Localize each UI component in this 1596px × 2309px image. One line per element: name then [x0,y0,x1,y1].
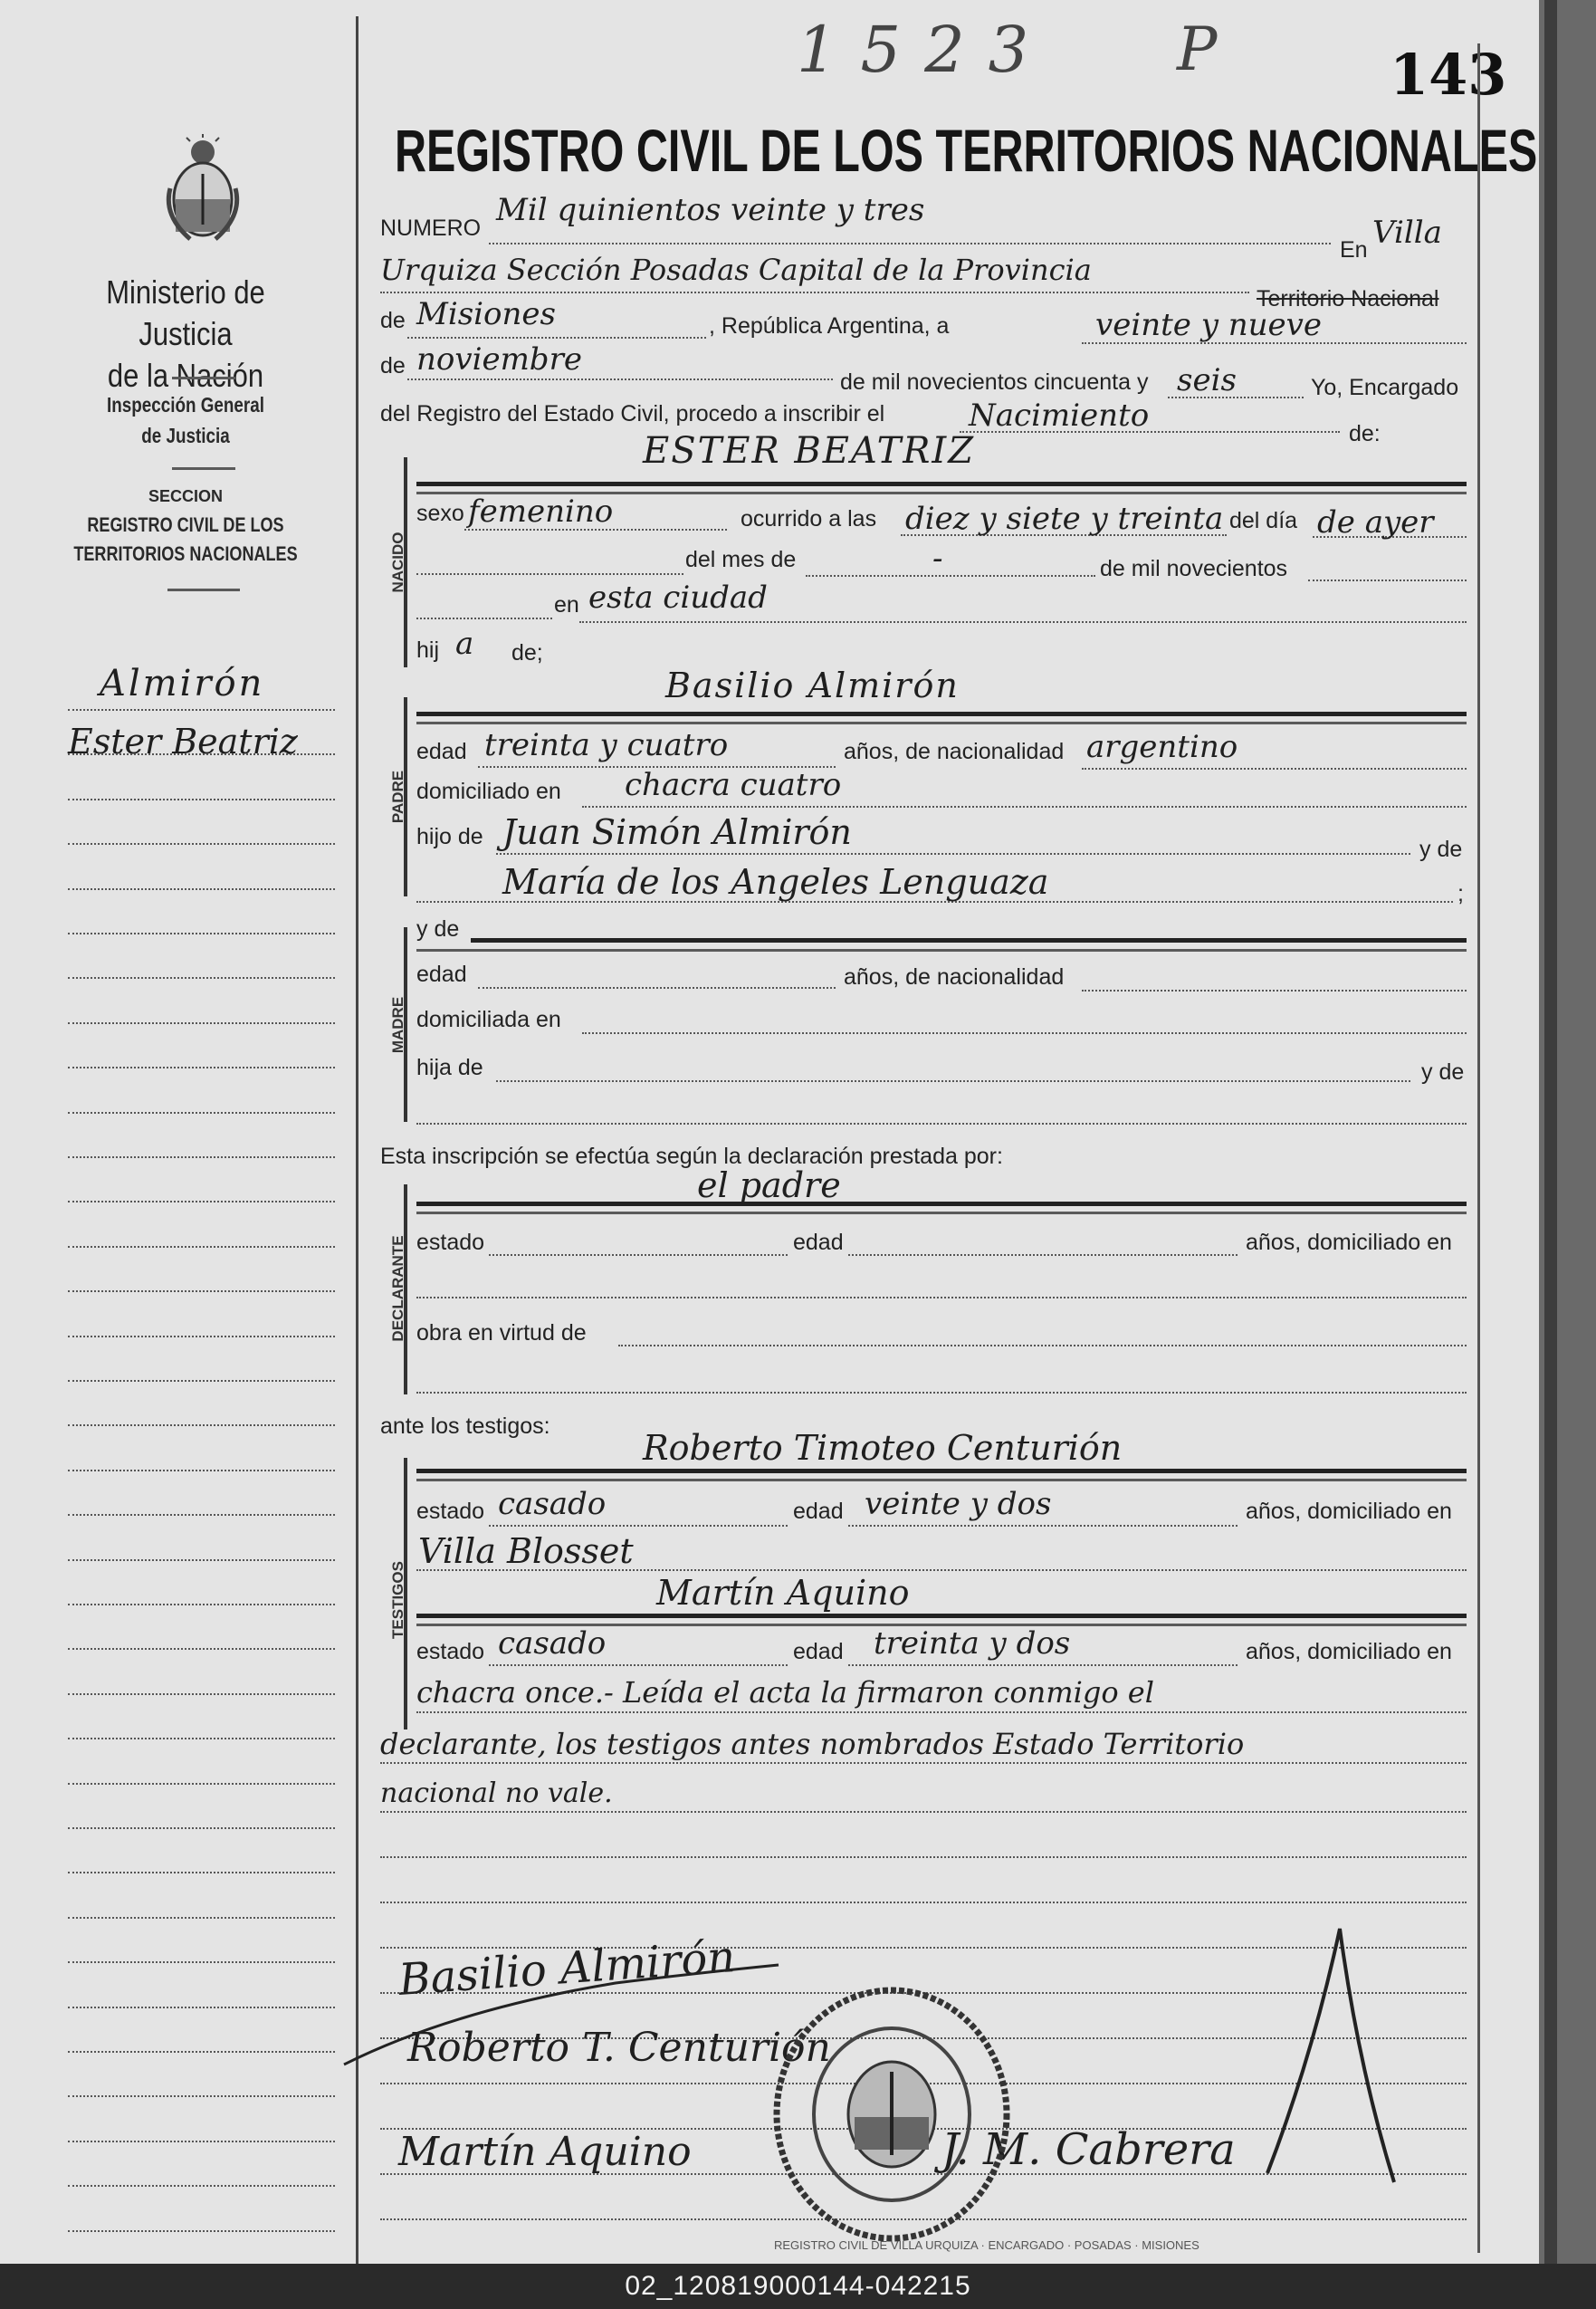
padre-nacionalidad-value: argentino [1086,729,1238,765]
padre-domicilio-value: chacra cuatro [625,767,842,803]
padre-side-label: PADRE [389,770,406,824]
margin-ruled-line [68,1201,335,1202]
declarante-intro: Esta inscripción se efectúa según la declaración prestada por: [380,1144,1003,1169]
hij-label: hij [416,637,440,663]
margin-ruled-line [68,2141,335,2142]
registro-value: Nacimiento [969,398,1150,434]
signature-1: Basilio Almirón [397,1931,737,2006]
en-value: Villa [1372,215,1442,251]
testigos-intro: ante los testigos: [380,1413,550,1439]
nacido-side-label: NACIDO [389,532,406,593]
margin-ruled-line [68,1156,335,1158]
testigos-side-label: TESTIGOS [389,1561,406,1639]
page-title: REGISTRO CIVIL DE LOS TERRITORIOS NACIONALES [395,117,1538,184]
body-ruled-line [380,1902,1467,1903]
del-dia-value: de ayer [1317,504,1434,541]
day-value: veinte y nueve [1095,307,1322,343]
signature-3: Martín Aquino [398,2129,692,2175]
yo-label: Yo, Encargado [1311,375,1459,400]
testigo2-edad-label: edad [793,1639,844,1664]
de-label: de [380,308,406,333]
testigo1-edad-value: veinte y dos [865,1486,1052,1522]
section-title [36,482,335,569]
margin-ruled-line [68,888,335,890]
margin-ruled-line [68,1514,335,1516]
del-dia-label: del día [1229,508,1298,533]
margin-ruled-line [68,1559,335,1561]
padre-edad-label: edad [416,739,467,764]
madre-side-label: MADRE [389,996,406,1054]
section-line-2: TERRITORIOS NACIONALES [73,542,298,565]
numero-value: Mil quinientos veinte y tres [496,192,925,228]
ocurrido-label: ocurrido a las [741,506,877,532]
margin-ruled-line [68,1693,335,1695]
padre-domicilio-label: domiciliado en [416,779,561,804]
signature-2: Roberto T. Centurión [407,2025,831,2071]
section-line-1: REGISTRO CIVIL DE LOS [87,513,284,536]
ministry-line-1: Ministerio de Justicia [106,273,265,352]
madre-domicilio-label: domiciliada en [416,1007,561,1032]
mil-label: de mil novecientos [1100,556,1288,581]
coat-of-arms-icon [163,134,243,247]
margin-ruled-line [68,1246,335,1248]
testigo2-anios-label: años, domiciliado en [1246,1639,1452,1664]
numero-label: NUMERO [380,216,482,241]
signature-underline [344,1965,797,2074]
year-label: de mil novecientos cincuenta y [840,369,1149,395]
book-binding-edge [1539,0,1596,2264]
handwritten-number: 1523 [797,13,1053,87]
closing-line-2: declarante, los testigos antes nombrados Estado Territorio [380,1727,1245,1761]
testigo1-name: Roberto Timoteo Centurión [643,1428,1123,1468]
margin-ruled-line [68,1917,335,1919]
margin-ruled-line [68,1648,335,1650]
inspection-title [36,389,335,451]
place-value: Urquiza Sección Posadas Capital de la Provincia [380,253,1092,287]
nacido-en-label: en [554,592,579,618]
margin-ruled-line [68,1872,335,1873]
madre-edad-label: edad [416,962,467,987]
divider [172,467,235,470]
padre-name: Basilio Almirón [665,666,960,705]
inspection-line-1: Inspección General [106,393,264,417]
testigo2-edad-value: treinta y dos [874,1625,1071,1662]
page-number: 143 [1390,42,1507,108]
margin-ruled-line [68,1424,335,1426]
margin-note-surname: Almirón [100,663,265,704]
padre-y-de-label: y de [1419,837,1463,862]
right-border [1477,43,1480,2253]
padre-madre-value: María de los Angeles Lenguaza [502,862,1049,902]
margin-ruled-line [68,2095,335,2097]
divider [172,377,235,379]
declarante-edad-label: edad [793,1230,844,1255]
closing-line-3: nacional no vale. [380,1777,613,1809]
declarante-estado-label: estado [416,1230,485,1255]
month-value: noviembre [416,341,582,378]
padre-hijo-label: hijo de [416,824,483,849]
margin-ruled-line [68,1738,335,1739]
testigo1-domicilio-value: Villa Blosset [418,1531,634,1571]
del-mes-value: - [932,541,943,577]
margin-ruled-line [68,933,335,934]
margin-note-name: Ester Beatriz [68,722,298,762]
del-mes-label: del mes de [685,547,797,572]
body-ruled-line [380,1856,1467,1858]
nacido-en-value: esta ciudad [588,580,768,616]
declarante-obra-label: obra en virtud de [416,1320,587,1346]
closing-line-1: chacra once.- Leída el acta la firmaron conmigo el [416,1675,1154,1710]
divider [167,589,240,591]
republica-label: , República Argentina, a [709,313,950,339]
testigo1-estado-label: estado [416,1499,485,1524]
margin-ruled-line [68,1470,335,1471]
padre-hijo-value: Juan Simón Almirón [502,812,852,852]
margin-ruled-line [68,1380,335,1382]
ministry-line-2: de la Nación [107,357,264,394]
territorio-label: Territorio Nacional [1257,286,1439,311]
declarante-side-label: DECLARANTE [389,1235,406,1342]
margin-ruled-line [68,843,335,845]
testigo2-estado-label: estado [416,1639,485,1664]
margin-ruled-line [68,2185,335,2187]
margin-ruled-line [68,1604,335,1605]
declarante-anios-label: años, domiciliado en [1246,1230,1452,1255]
registro-label: del Registro del Estado Civil, procedo a inscribir el [380,401,885,426]
footer-id: 02_120819000144-042215 [625,2271,971,2301]
signature-flourish [1258,1920,1403,2191]
margin-ruled-line [68,799,335,800]
testigo2-estado-value: casado [498,1625,607,1662]
official-stamp-icon [769,1983,1014,2246]
margin-ruled-line [68,1067,335,1068]
madre-y-de-label: y de [416,916,460,942]
padre-anios-label: años, de nacionalidad [844,739,1065,764]
padre-edad-value: treinta y cuatro [484,727,729,763]
hij-de-label: de; [511,640,543,666]
margin-ruled-line [68,1290,335,1292]
sexo-value: femenino [468,493,614,530]
en-label: En [1340,237,1368,263]
hij-value: a [455,626,474,662]
section-label: SECCION [148,487,223,505]
margin-ruled-line [68,1783,335,1785]
nacido-name: ESTER BEATRIZ [643,430,975,472]
madre-hija-label: hija de [416,1055,483,1080]
de2-label: de [380,353,406,378]
margin-ruled-line [68,2007,335,2008]
sexo-label: sexo [416,501,464,526]
margin-ruled-line [68,977,335,979]
madre-anios-label: años, de nacionalidad [844,964,1065,990]
margin-ruled-line [68,2230,335,2232]
madre-y-de2-label: y de [1421,1059,1465,1085]
margin-ruled-line [68,753,335,755]
testigo1-edad-label: edad [793,1499,844,1524]
margin-ruled-line [68,1336,335,1337]
margin-ruled-line [68,1022,335,1024]
padre-semicolon: ; [1457,881,1464,906]
inspection-line-2: de Justicia [141,424,230,447]
margin-ruled-line [68,1112,335,1114]
signature-4: J. M. Cabrera [941,2124,1236,2175]
testigo2-name: Martín Aquino [656,1573,910,1613]
year-value: seis [1177,362,1237,398]
margin-ruled-line [68,2051,335,2053]
de-value: Misiones [416,296,556,332]
footer-bar [0,2264,1596,2309]
declarante-name: el padre [697,1165,841,1205]
handwritten-letter: P [1177,14,1218,84]
margin-ruled-line [68,1827,335,1829]
margin-ruled-line [68,709,335,711]
de3-label: de: [1349,421,1381,446]
testigo1-estado-value: casado [498,1486,607,1522]
margin-ruled-line [68,1961,335,1963]
margin-divider [356,16,358,2264]
ocurrido-value: diez y siete y treinta [905,501,1224,537]
stamp-text: REGISTRO CIVIL DE VILLA URQUIZA · ENCARGADO · POSADAS · MISIONES [774,2238,1199,2252]
body-ruled-line [380,1811,1467,1813]
testigo1-anios-label: años, domiciliado en [1246,1499,1452,1524]
